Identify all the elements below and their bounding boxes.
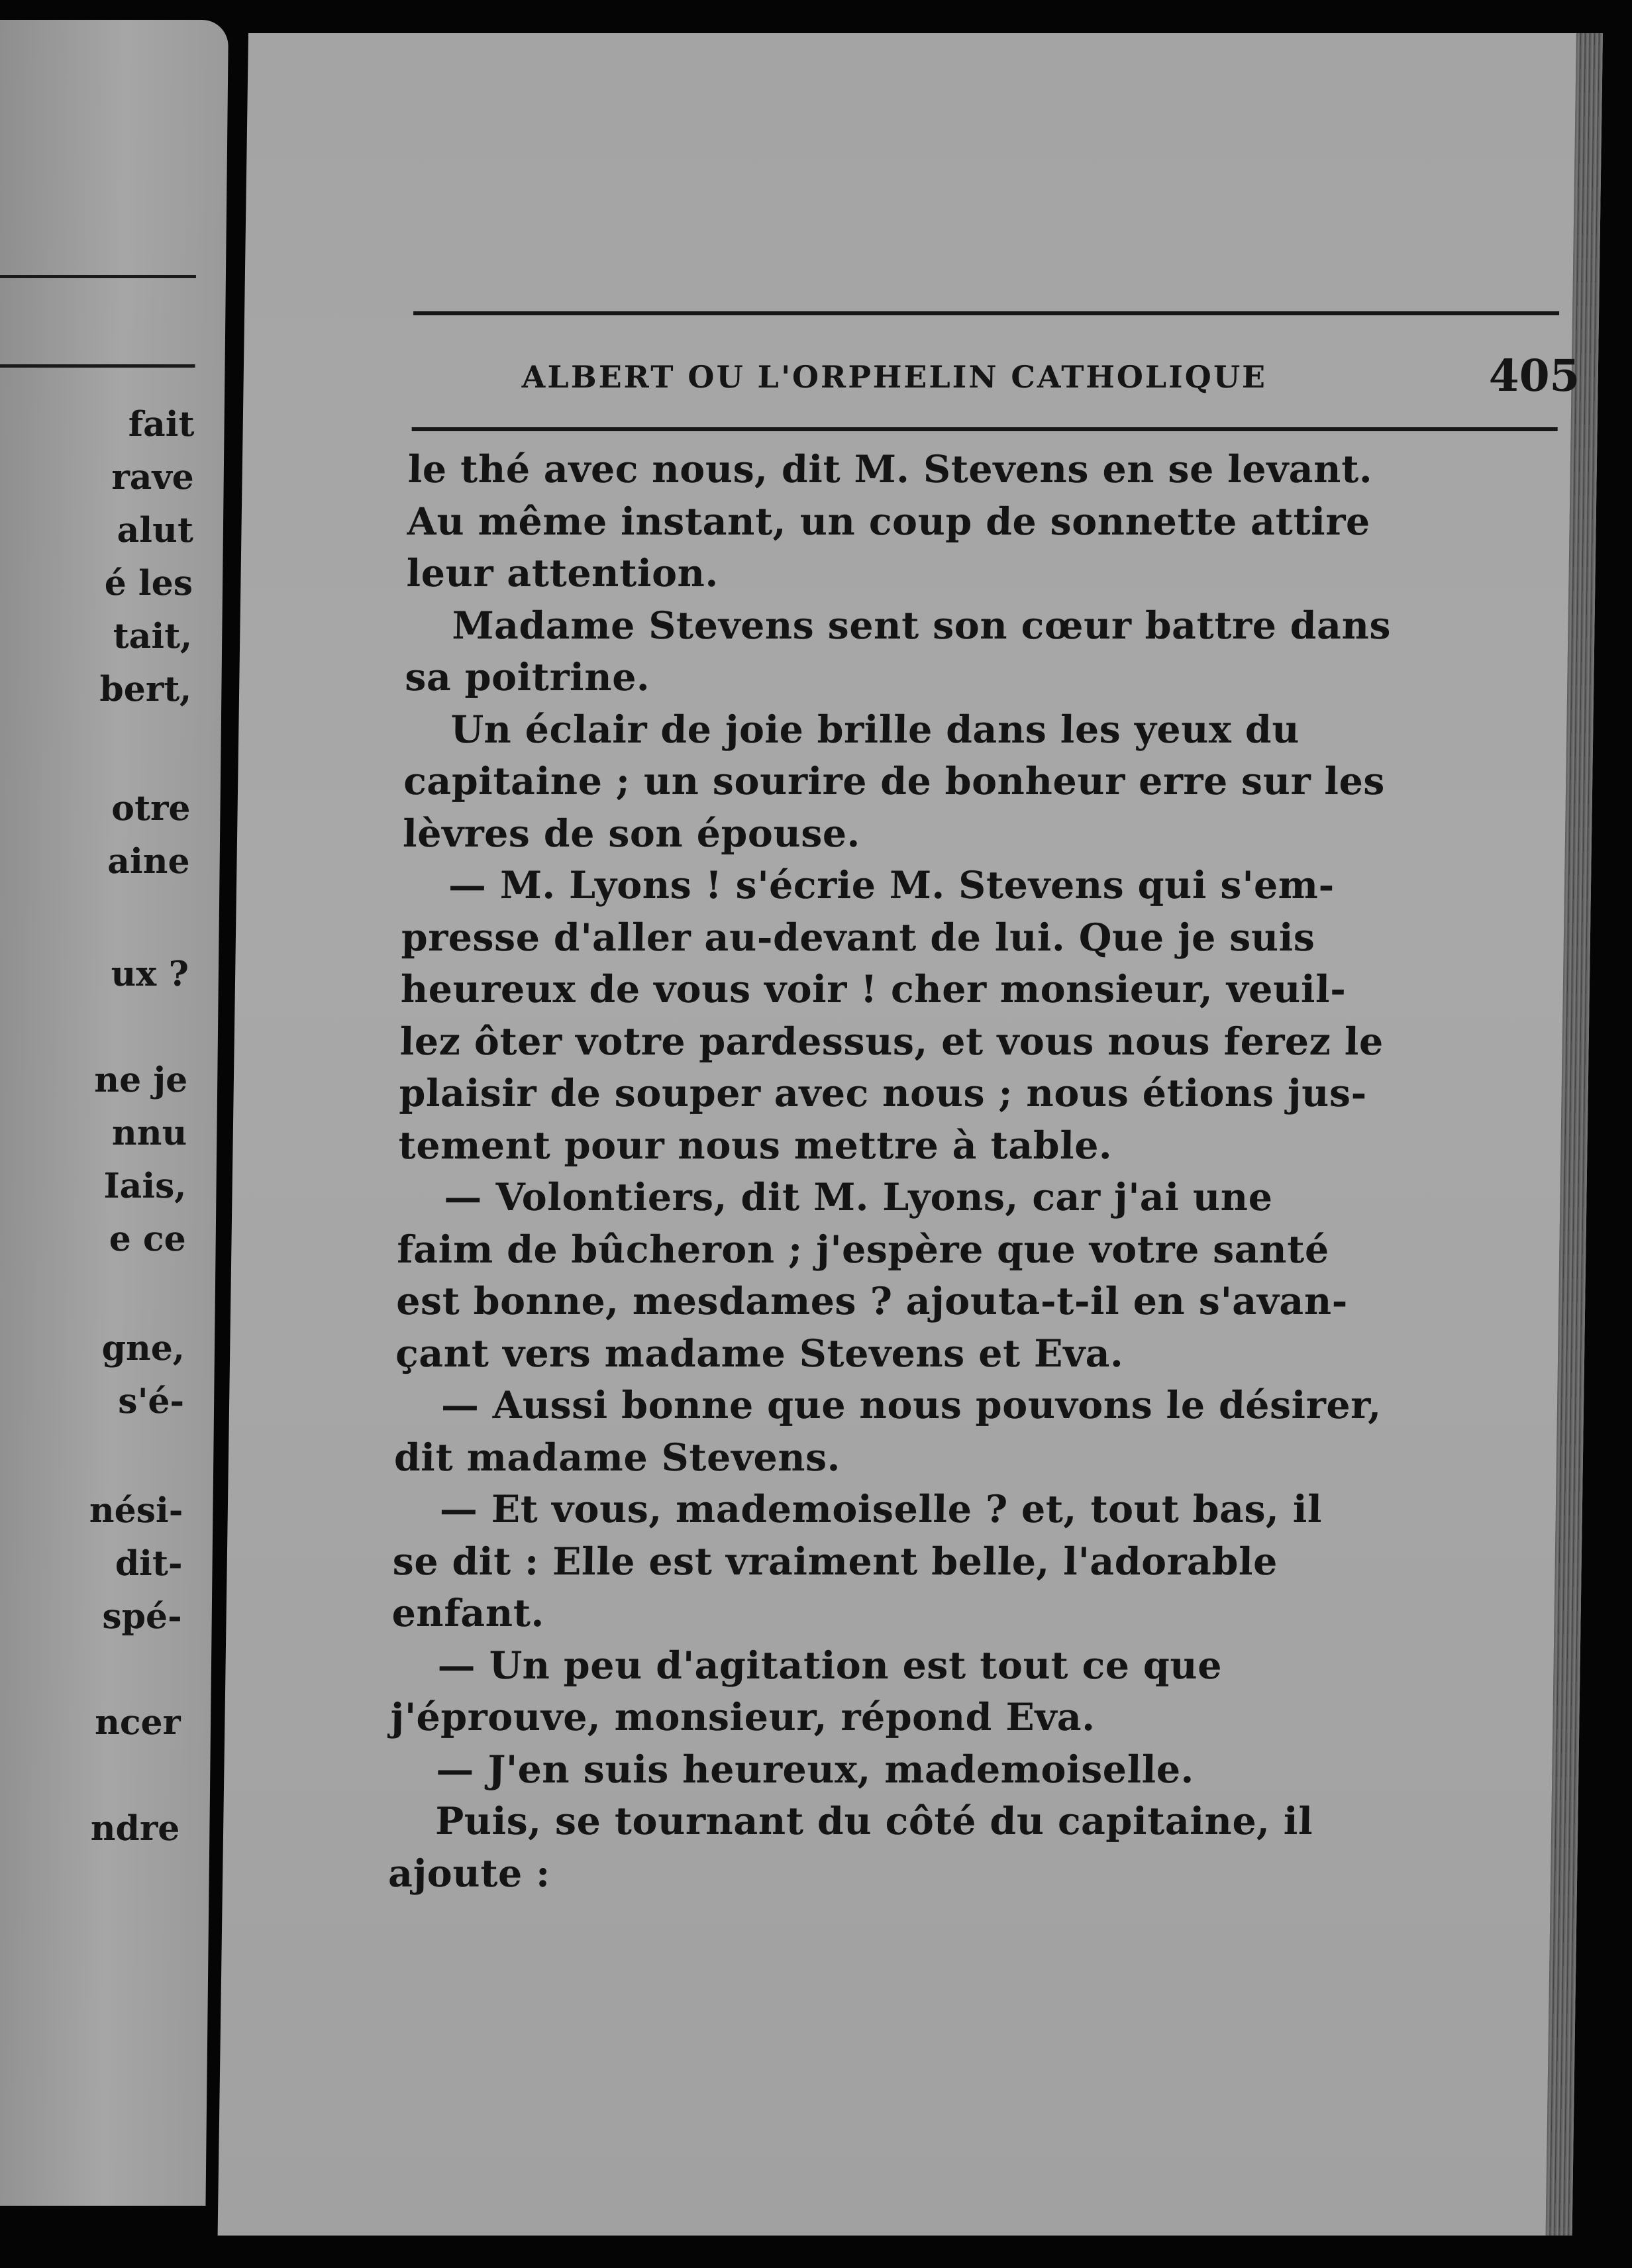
left-page-rule-bottom xyxy=(0,364,195,368)
text-line: — Aussi bonne que nous pouvons le désirer, xyxy=(440,1383,1382,1427)
left-fragment: aine xyxy=(107,841,191,882)
left-fragment: tait, xyxy=(113,616,193,656)
text-line: — Et vous, mademoiselle ? et, tout bas, il xyxy=(439,1487,1323,1531)
left-fragment: s'é- xyxy=(117,1381,185,1421)
main-page xyxy=(218,33,1603,2236)
text-line: capitaine ; un sourire de bonheur erre sur les xyxy=(403,759,1386,803)
text-line: presse d'aller au-devant de lui. Que je suis xyxy=(401,915,1315,960)
text-line: enfant. xyxy=(391,1591,545,1635)
left-fragment: é les xyxy=(104,563,193,603)
text-line: — M. Lyons ! s'écrie M. Stevens qui s'em- xyxy=(448,863,1335,907)
text-line: tement pour nous mettre à table. xyxy=(398,1123,1113,1168)
text-line: se dit : Elle est vraiment belle, l'adorable xyxy=(392,1539,1278,1584)
left-page-rule-top xyxy=(0,275,196,278)
left-fragment: dit- xyxy=(115,1543,183,1584)
text-line: lèvres de son épouse. xyxy=(402,811,861,856)
left-fragment: spé- xyxy=(102,1596,183,1637)
text-line: lez ôter votre pardessus, et vous nous ferez le xyxy=(399,1019,1384,1064)
left-page xyxy=(0,20,229,2206)
left-fragment: gne, xyxy=(101,1328,185,1368)
text-line: Puis, se tournant du côté du capitaine, il xyxy=(434,1799,1313,1843)
left-fragment: ne je xyxy=(94,1060,188,1100)
text-line: faim de bûcheron ; j'espère que votre santé xyxy=(396,1227,1330,1272)
header-rule-top xyxy=(413,311,1559,315)
left-fragment: nnu xyxy=(111,1113,187,1153)
left-fragment: e ce xyxy=(109,1219,187,1259)
left-fragment: bert, xyxy=(99,669,192,709)
text-line: leur attention. xyxy=(406,551,719,595)
text-line: Un éclair de joie brille dans les yeux du xyxy=(450,707,1300,752)
page-number: 405 xyxy=(1488,350,1581,401)
text-line: plaisir de souper avec nous ; nous étions jus- xyxy=(399,1071,1368,1115)
text-line: ajoute : xyxy=(387,1851,551,1896)
text-line: — Un peu d'agitation est tout ce que xyxy=(437,1643,1223,1688)
text-line: sa poitrine. xyxy=(404,655,650,699)
text-line: j'éprouve, monsieur, répond Eva. xyxy=(390,1695,1096,1739)
left-fragment: rave xyxy=(111,457,195,497)
left-fragment: ux ? xyxy=(111,954,189,994)
left-fragment: fait xyxy=(128,404,195,444)
left-fragment: ndre xyxy=(90,1808,180,1849)
running-head: ALBERT OU L'ORPHELIN CATHOLIQUE xyxy=(521,359,1268,395)
left-fragment: alut xyxy=(117,510,194,550)
header-rule-bottom xyxy=(412,427,1558,431)
left-fragment: Iais, xyxy=(103,1166,187,1206)
text-line: — Volontiers, dit M. Lyons, car j'ai une xyxy=(443,1175,1274,1219)
text-line: le thé avec nous, dit M. Stevens en se levant. xyxy=(407,447,1373,491)
left-fragment: ncer xyxy=(94,1702,181,1743)
text-line: Au même instant, un coup de sonnette attire xyxy=(407,499,1371,544)
body-text xyxy=(388,444,1555,1900)
text-line: — J'en suis heureux, mademoiselle. xyxy=(435,1747,1195,1792)
text-line: est bonne, mesdames ? ajouta-t-il en s'avan- xyxy=(395,1279,1349,1323)
left-fragment: otre xyxy=(111,788,191,829)
text-line: heureux de vous voir ! cher monsieur, veuil- xyxy=(400,967,1347,1011)
text-line: çant vers madame Stevens et Eva. xyxy=(395,1331,1125,1376)
text-line: Madame Stevens sent son cœur battre dans xyxy=(452,603,1392,648)
text-line: dit madame Stevens. xyxy=(393,1435,841,1480)
left-fragment: nési- xyxy=(89,1490,183,1531)
